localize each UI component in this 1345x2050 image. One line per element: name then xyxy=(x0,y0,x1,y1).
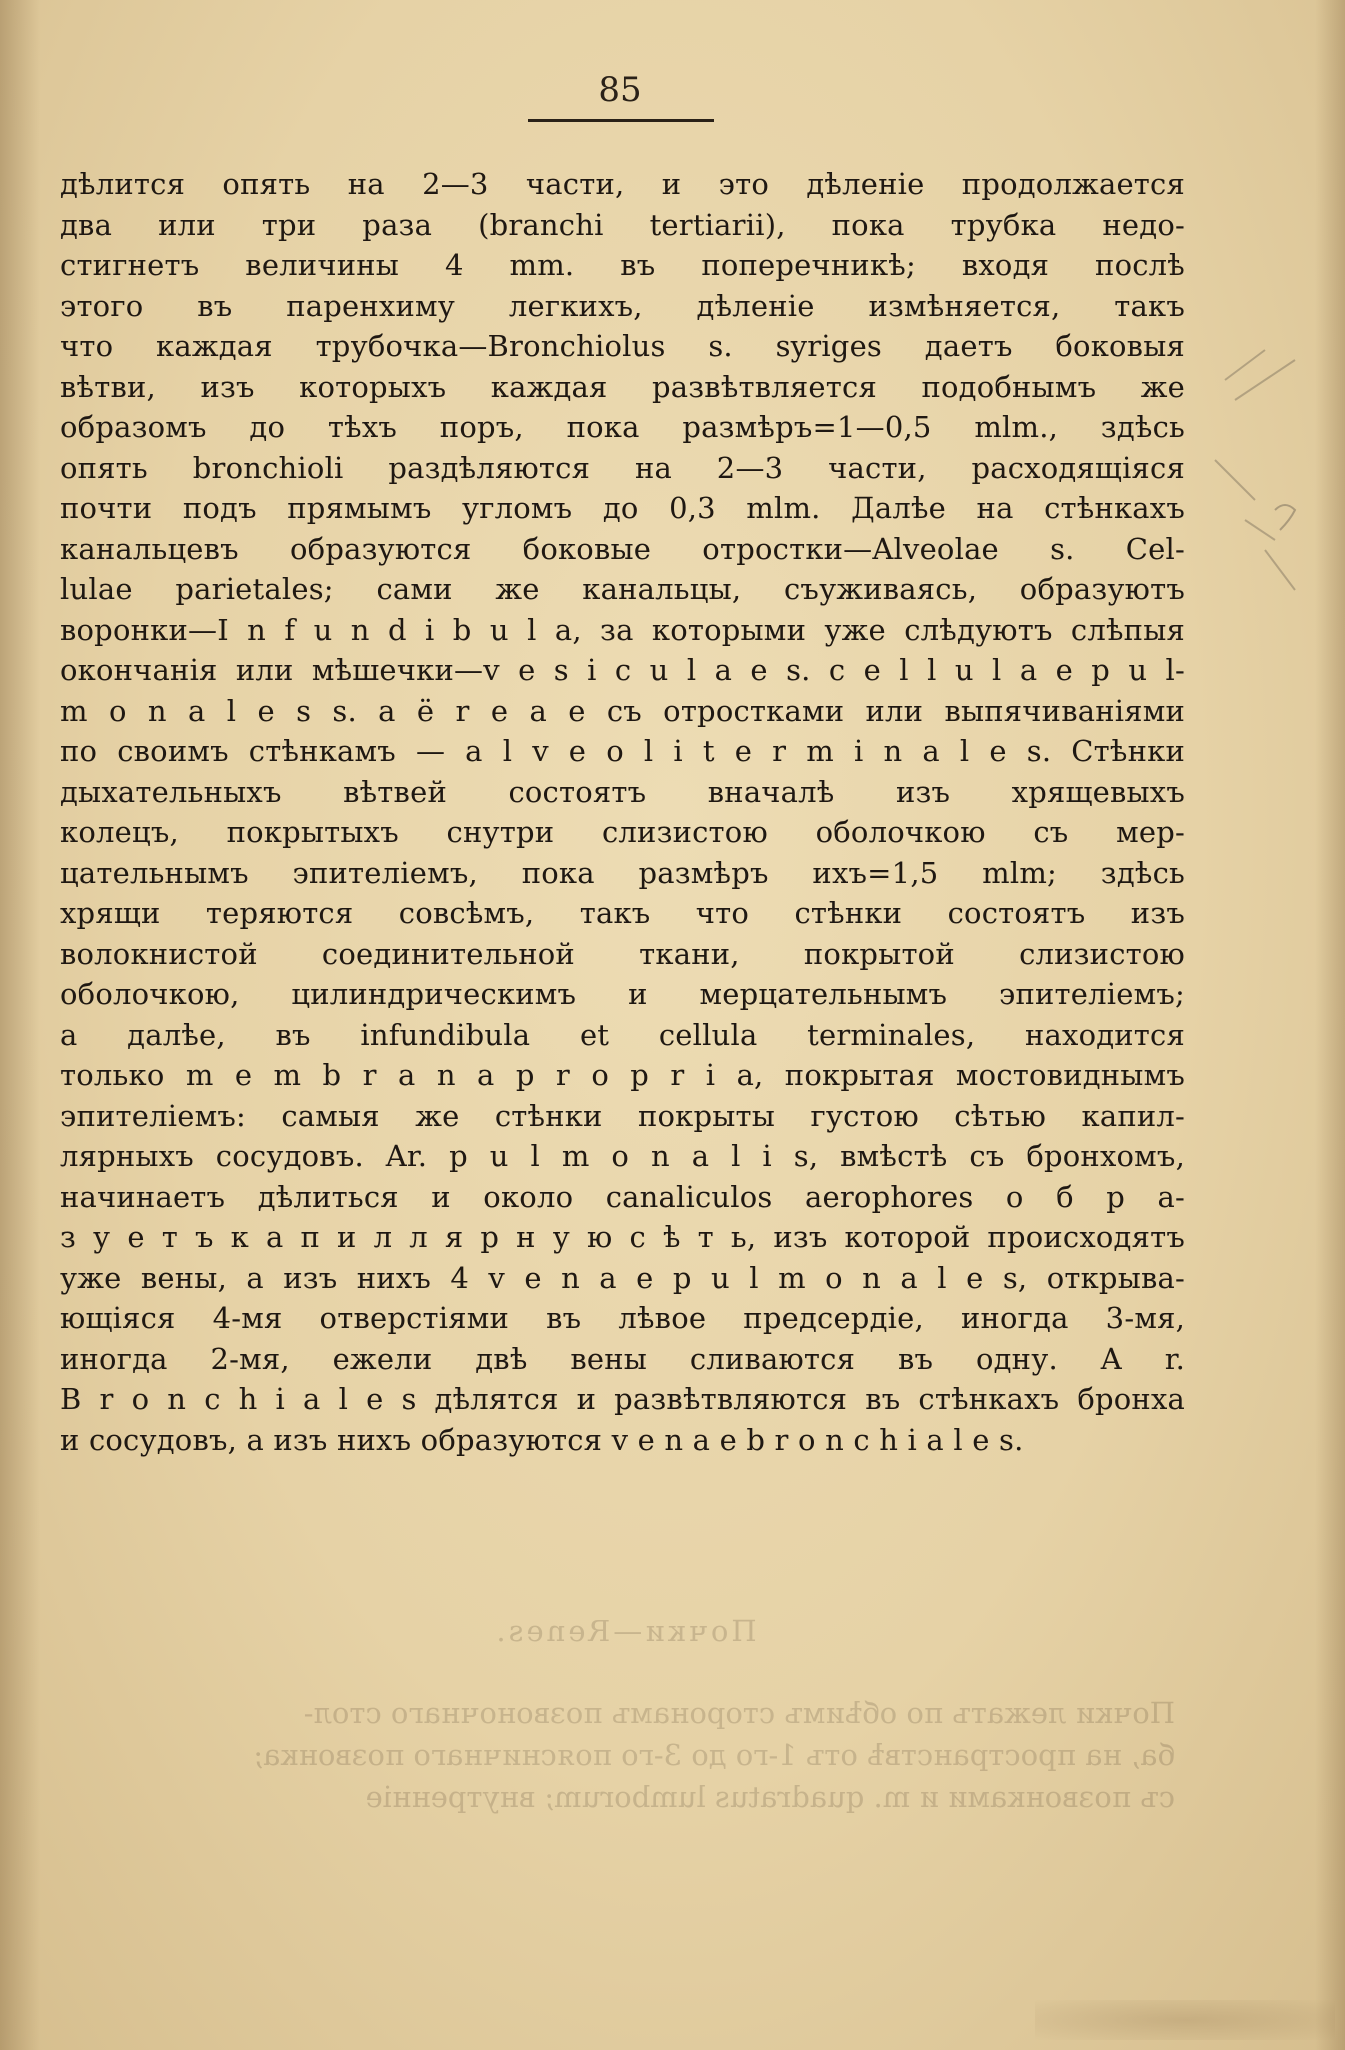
text-line: дыхательныхъ вѣтвей состоятъ вначалѣ изъ хрящевыхъ xyxy=(60,774,1185,809)
text-line: по своимъ стѣнкамъ — a l v e o l i t e r m i n a l e s. Стѣнки xyxy=(60,734,1185,768)
bleed-through-title: Почки—Renes. xyxy=(493,1614,757,1648)
text-line: лярныхъ сосудовъ. Ar. p u l m o n a l i s, вмѣстѣ съ бронхомъ, xyxy=(60,1139,1185,1173)
text-line: воронки—I n f u n d i b u l a, за которыми уже слѣдуютъ слѣпыя xyxy=(60,612,1185,647)
text-line: lulae parietales; сами же канальцы, съуживаясь, образуютъ xyxy=(60,572,1185,606)
text-line: колецъ, покрытыхъ снутри слизистою оболочкою съ мер- xyxy=(60,815,1185,849)
text-line: волокнистой соединительной ткани, покрытой слизистою xyxy=(60,936,1185,971)
body-text xyxy=(60,164,1185,1460)
text-line: этого въ паренхиму легкихъ, дѣленіе измѣняется, такъ xyxy=(60,288,1185,323)
page-right-shadow xyxy=(1315,0,1345,2050)
text-line: иногда 2-мя, ежели двѣ вены сливаются въ одну. A r. xyxy=(60,1341,1185,1376)
text-line: окончанія или мѣшечки—v e s i c u l a e s. c e l l u l a e p u l- xyxy=(60,653,1185,687)
text-line: стигнетъ величины 4 mm. въ поперечникѣ; входя послѣ xyxy=(60,248,1185,282)
bleed-through-line: съ позвонками и m. quadratus lumborum; внутренніе xyxy=(365,1780,1175,1814)
text-line: а далѣе, въ infundibula et cellula terminales, находится xyxy=(60,1017,1185,1052)
text-line: цательнымъ эпителіемъ, пока размѣръ ихъ=1,5 mlm; здѣсь xyxy=(60,855,1185,890)
header-rule xyxy=(528,119,714,122)
text-line: эпителіемъ: самыя же стѣнки покрыты густою сѣтью капил- xyxy=(60,1098,1185,1133)
page-number: 85 xyxy=(598,70,642,110)
text-line: хрящи теряются совсѣмъ, такъ что стѣнки состоятъ изъ xyxy=(60,896,1185,930)
text-line: B r o n c h i a l e s дѣлятся и развѣтвляются въ стѣнкахъ бронха xyxy=(60,1382,1185,1416)
text-line: почти подъ прямымъ угломъ до 0,3 mlm. Далѣе на стѣнкахъ xyxy=(60,491,1185,525)
bleed-through-line: Почки лежатъ по обѣимъ сторонамъ позвоночнаго стол- xyxy=(303,1696,1175,1730)
pencil-margin-mark-icon xyxy=(1205,340,1315,640)
text-line: опять bronchioli раздѣляются на 2—3 части, расходящіяся xyxy=(60,450,1185,485)
text-line: что каждая трубочка—Bronchiolus s. syriges даетъ боковыя xyxy=(60,329,1185,363)
text-line: ющіяся 4-мя отверстіями въ лѣвое предсердіе, иногда 3-мя, xyxy=(60,1301,1185,1335)
page-smudge xyxy=(1035,2000,1335,2040)
text-line: канальцевъ образуются боковые отростки—Alveolae s. Cel- xyxy=(60,531,1185,566)
text-line-last: и сосудовъ, а изъ нихъ образуются v e n a e b r o n c h i a l e s. xyxy=(60,1422,1024,1457)
text-line: образомъ до тѣхъ поръ, пока размѣръ=1—0,5 mlm., здѣсь xyxy=(60,410,1185,444)
text-line: начинаетъ дѣлиться и около canaliculos aerophores о б р а- xyxy=(60,1179,1185,1214)
bleed-through-line: ба, на пространствѣ отъ 1-го до 3-го поясничнаго позвонка; xyxy=(253,1738,1175,1772)
text-line: два или три раза (branchi tertiarii), пока трубка недо- xyxy=(60,207,1185,242)
text-line: з у е т ъ к а п и л л я р н у ю с ѣ т ь, изъ которой происходятъ xyxy=(60,1220,1185,1254)
text-line: вѣтви, изъ которыхъ каждая развѣтвляется подобнымъ же xyxy=(60,369,1185,404)
page-left-shadow xyxy=(0,0,40,2050)
text-line: m o n a l e s s. a ë r e a e съ отростками или выпячиваніями xyxy=(60,693,1185,728)
text-line: дѣлится опять на 2—3 части, и это дѣленіе продолжается xyxy=(60,167,1185,201)
text-line: оболочкою, цилиндрическимъ и мерцательнымъ эпителіемъ; xyxy=(60,977,1185,1011)
text-line: только m e m b r a n a p r o p r i a, покрытая мостовиднымъ xyxy=(60,1058,1185,1092)
bleed-through-text xyxy=(75,1610,1175,1818)
text-line: уже вены, а изъ нихъ 4 v e n a e p u l m o n a l e s, открыва- xyxy=(60,1260,1185,1295)
